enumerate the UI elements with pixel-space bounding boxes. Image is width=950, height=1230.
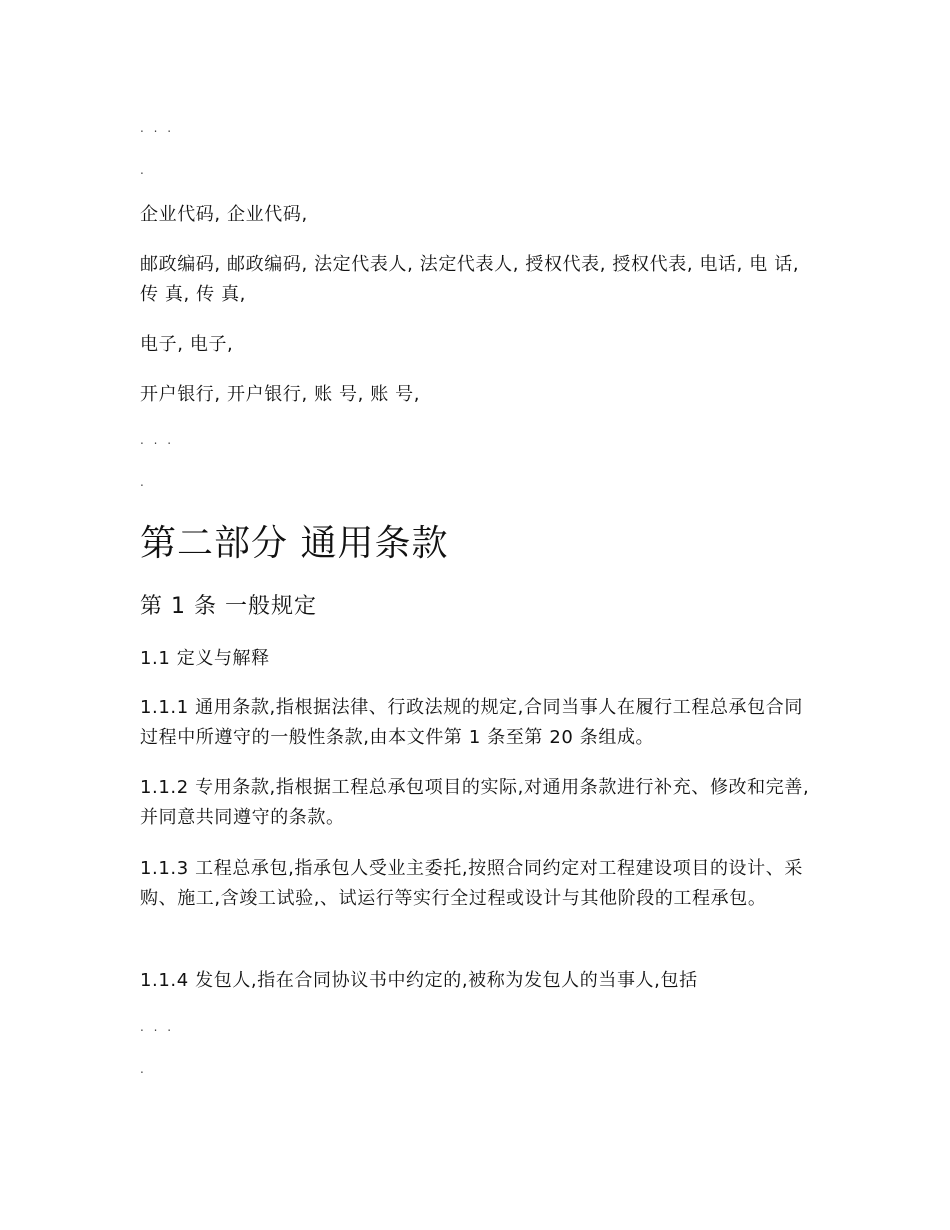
dot-marker: . — [140, 163, 147, 177]
contact-info-line: 邮政编码, 邮政编码, 法定代表人, 法定代表人, 授权代表, 授权代表, 电话, 电 话, 传 真, 传 真, — [140, 254, 800, 305]
bank-account-line: 开户银行, 开户银行, 账 号, 账 号, — [140, 384, 421, 405]
clause-paragraph: 1.1.2 专用条款,指根据工程总承包项目的实际,对通用条款进行补充、修改和完善,并同意共同遵守的条款。 — [140, 777, 810, 828]
enterprise-code-line: 企业代码, 企业代码, — [140, 204, 308, 225]
dot-marker: . — [140, 1062, 147, 1076]
clause-paragraph: 1.1.1 通用条款,指根据法律、行政法规的规定,合同当事人在履行工程总承包合同过程中所遵守的一般性条款,由本文件第 1 条至第 20 条组成。 — [140, 697, 803, 748]
clause-paragraph: 1.1.4 发包人,指在合同协议书中约定的,被称为发包人的当事人,包括 — [140, 970, 698, 991]
ellipsis-marker: . . . — [140, 1020, 175, 1034]
section-title: 第二部分 通用条款 — [140, 523, 449, 564]
dot-marker: . — [140, 475, 147, 489]
email-line: 电子, 电子, — [140, 334, 234, 355]
article-title: 第 1 条 一般规定 — [140, 594, 317, 619]
ellipsis-marker: . . . — [140, 433, 175, 447]
ellipsis-marker: . . . — [140, 121, 175, 135]
subsection-title: 1.1 定义与解释 — [140, 648, 270, 669]
clause-paragraph: 1.1.3 工程总承包,指承包人受业主委托,按照合同约定对工程建设项目的设计、采购、施工,含竣工试验,、试运行等实行全过程或设计与其他阶段的工程承包。 — [140, 858, 803, 909]
